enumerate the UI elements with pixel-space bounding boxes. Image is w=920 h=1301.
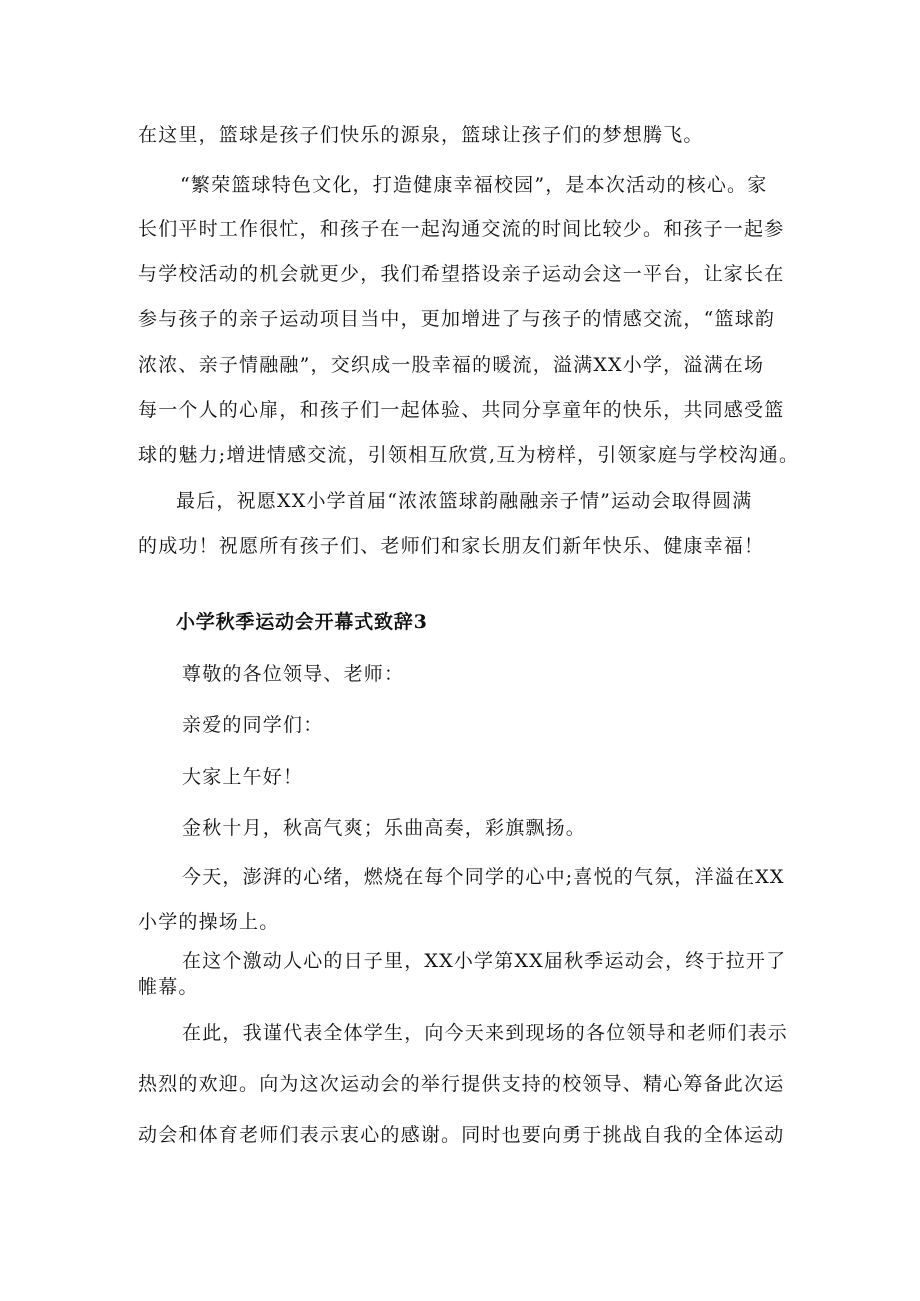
- intro-tail-paragraph: [138, 120, 786, 147]
- autumn-line: 金秋十月，秋高气爽；乐曲高奏，彩旗飘扬。: [182, 817, 587, 839]
- text-line: “繁荣篮球特色文化，打造健康幸福校园”，是本次活动的核心。家: [180, 174, 768, 196]
- section-title-block: [138, 607, 786, 634]
- section-title: 小学秋季运动会开幕式致辞3: [176, 611, 428, 633]
- greeting-morning: 大家上午好！: [182, 766, 304, 788]
- greeting-leaders: 尊敬的各位领导、老师：: [182, 663, 405, 685]
- text-line: 在这个激动人心的日子里，XX小学第XX届秋季运动会，终于拉开了: [182, 950, 787, 972]
- greeting-students: 亲爱的同学们：: [182, 714, 324, 736]
- text-line: 球的魅力;增进情感交流，引领相互欣赏,互为榜样，引领家庭与学校沟通。: [138, 444, 800, 466]
- text-line: 每一个人的心扉，和孩子们一起体验、共同分享童年的快乐，共同感受篮: [138, 399, 785, 421]
- text-line: 与学校活动的机会就更少，我们希望搭设亲子运动会这一平台，让家长在: [138, 263, 785, 285]
- text-line: 长们平时工作很忙，和孩子在一起沟通交流的时间比较少。和孩子一起参: [138, 218, 785, 240]
- text-line: 动会和体育老师们表示衷心的感谢。同时也要向勇于挑战自我的全体运动: [138, 1124, 785, 1146]
- text-line: 的成功！祝愿所有孩子们、老师们和家长朋友们新年快乐、健康幸福！: [138, 535, 765, 557]
- text-line: 浓浓、亲子情融融”，交织成一股幸福的暖流，溢满XX小学，溢满在场: [138, 354, 765, 376]
- text-line: 参与孩子的亲子运动项目当中，更加增进了与孩子的情感交流，“篮球韵: [138, 308, 776, 330]
- greeting-leaders-block: [138, 659, 786, 686]
- text-line: 最后，祝愿XX小学首届“浓浓篮球韵融融亲子情”运动会取得圆满: [176, 490, 753, 512]
- greeting-students-block: [138, 710, 786, 737]
- text-line: 今天，澎湃的心绪，燃烧在每个同学的心中;喜悦的气氛，洋溢在XX: [182, 866, 785, 888]
- text-line: 在这里，篮球是孩子们快乐的源泉，篮球让孩子们的梦想腾飞。: [138, 124, 704, 146]
- greeting-morning-block: [138, 762, 786, 789]
- text-line: 小学的操场上。: [138, 911, 280, 933]
- text-line: 热烈的欢迎。向为这次运动会的举行提供支持的校领导、精心筹备此次运: [138, 1073, 785, 1095]
- autumn-line-block: [138, 813, 786, 840]
- text-line: 在此，我谨代表全体学生，向今天来到现场的各位领导和老师们表示: [182, 1022, 789, 1044]
- text-line: 帷幕。: [138, 976, 199, 998]
